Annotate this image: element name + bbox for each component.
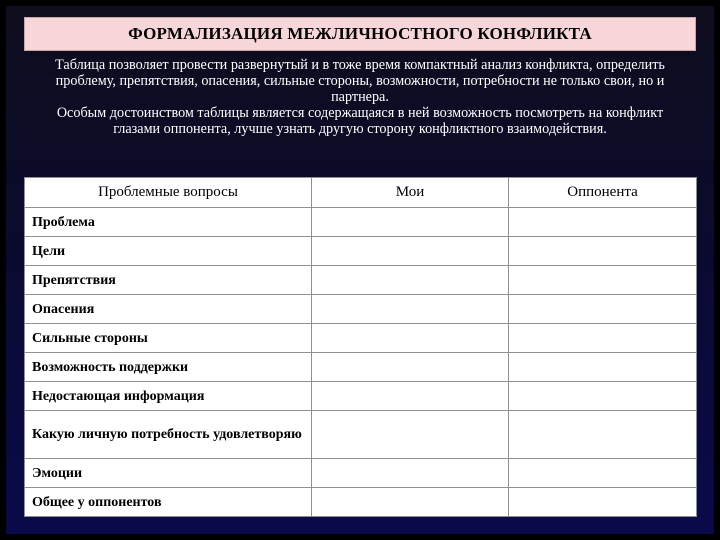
row-label: Проблема [25,208,312,237]
row-label: Цели [25,237,312,266]
intro-text [46,57,674,137]
cell-mine [312,237,509,266]
cell-mine [312,382,509,411]
cell-opponent [509,459,697,488]
cell-opponent [509,324,697,353]
cell-mine [312,459,509,488]
cell-mine [312,411,509,459]
cell-opponent [509,353,697,382]
table-row [25,208,697,237]
row-label: Недостающая информация [25,382,312,411]
row-label: Эмоции [25,459,312,488]
cell-mine [312,488,509,517]
table-row [25,237,697,266]
cell-opponent [509,488,697,517]
row-label: Возможность поддержки [25,353,312,382]
slide-title: ФОРМАЛИЗАЦИЯ МЕЖЛИЧНОСТНОГО КОНФЛИКТА [128,24,592,43]
row-label: Опасения [25,295,312,324]
intro-paragraph-2: Особым достоинством таблицы является содержащаяся в ней возможность посмотреть на конфликт глазами оппонента, лучше узнать другую сторону конфликтного взаимодействия. [56,105,664,137]
table-header-row [25,178,697,208]
table-row [25,266,697,295]
cell-opponent [509,382,697,411]
table-row [25,295,697,324]
header-opponent: Оппонента [509,178,697,208]
row-label: Сильные стороны [25,324,312,353]
cell-opponent [509,266,697,295]
table-row [25,459,697,488]
table-row [25,353,697,382]
table-row [25,411,697,459]
table-row [25,382,697,411]
cell-mine [312,324,509,353]
title-banner [24,17,696,51]
cell-opponent [509,411,697,459]
slide [6,6,714,534]
table-row [25,488,697,517]
table-row [25,324,697,353]
cell-mine [312,208,509,237]
row-label: Какую личную потребность удовлетворяю [25,411,312,459]
row-label: Препятствия [25,266,312,295]
conflict-table [24,177,697,517]
cell-opponent [509,237,697,266]
cell-mine [312,266,509,295]
cell-mine [312,353,509,382]
intro-paragraph-1: Таблица позволяет провести развернутый и в тоже время компактный анализ конфликта, определить проблему, препятствия, опасения, сильные стороны, возможности, потребности не только свои, но и партнера. [55,57,665,105]
cell-opponent [509,295,697,324]
row-label: Общее у оппонентов [25,488,312,517]
cell-opponent [509,208,697,237]
header-mine: Мои [312,178,509,208]
header-problem-questions: Проблемные вопросы [25,178,312,208]
cell-mine [312,295,509,324]
